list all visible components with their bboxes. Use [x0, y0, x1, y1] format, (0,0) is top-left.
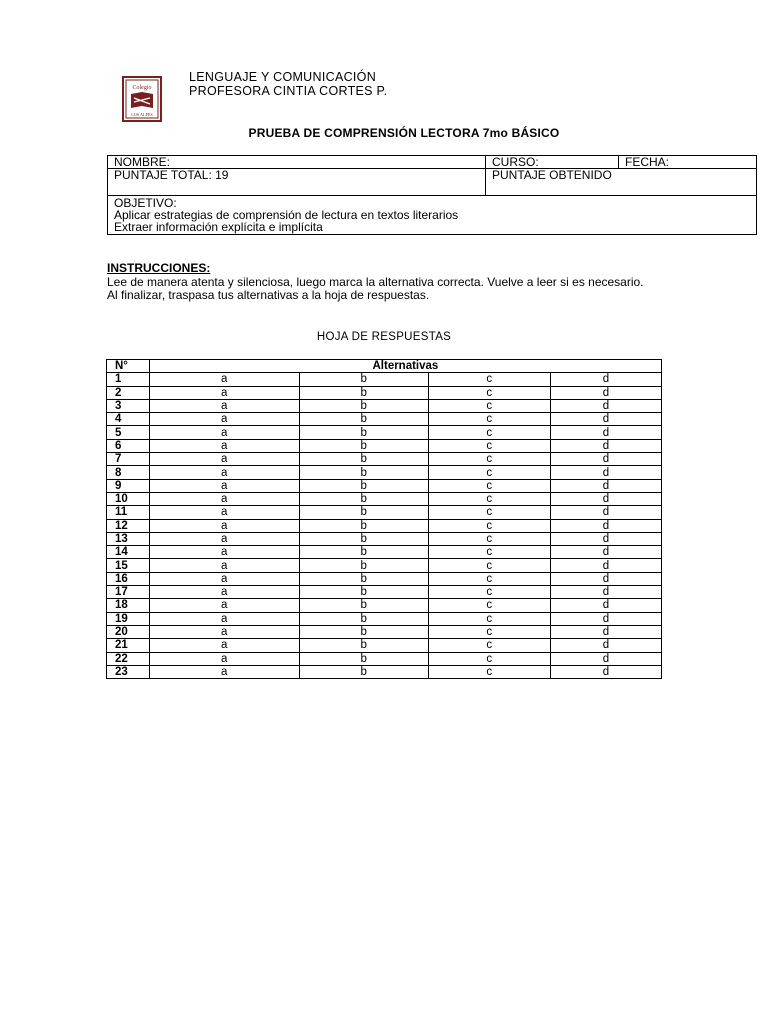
option-c-cell[interactable]: c	[428, 559, 550, 572]
answer-row	[107, 612, 662, 625]
question-number: 8	[107, 466, 150, 479]
question-number: 7	[107, 453, 150, 466]
option-c-cell[interactable]: c	[428, 665, 550, 678]
option-b-cell[interactable]: b	[299, 373, 428, 386]
option-b-cell[interactable]: b	[299, 439, 428, 452]
question-number: 6	[107, 439, 150, 452]
question-number: 21	[107, 639, 150, 652]
question-number: 3	[107, 399, 150, 412]
option-a-cell[interactable]: a	[149, 426, 299, 439]
option-c-cell[interactable]: c	[428, 453, 550, 466]
student-info-table	[107, 155, 757, 235]
nombre-field[interactable]: NOMBRE:	[108, 156, 486, 169]
answer-row	[107, 599, 662, 612]
option-c-cell[interactable]: c	[428, 426, 550, 439]
option-d-cell[interactable]: d	[550, 386, 661, 399]
option-a-cell[interactable]: a	[149, 625, 299, 638]
option-a-cell[interactable]: a	[149, 599, 299, 612]
option-a-cell[interactable]: a	[149, 572, 299, 585]
option-a-cell[interactable]: a	[149, 453, 299, 466]
option-d-cell[interactable]: d	[550, 665, 661, 678]
option-a-cell[interactable]: a	[149, 612, 299, 625]
number-column-header: N°	[107, 360, 150, 373]
answer-row	[107, 492, 662, 505]
answer-row	[107, 453, 662, 466]
option-c-cell[interactable]: c	[428, 612, 550, 625]
option-c-cell[interactable]: c	[428, 479, 550, 492]
option-c-cell[interactable]: c	[428, 532, 550, 545]
answer-row	[107, 665, 662, 678]
answer-row	[107, 413, 662, 426]
page-title: PRUEBA DE COMPRENSIÓN LECTORA 7mo BÁSICO	[248, 126, 560, 140]
option-c-cell[interactable]: c	[428, 639, 550, 652]
option-c-cell[interactable]: c	[428, 439, 550, 452]
svg-text:Colegio: Colegio	[132, 85, 152, 91]
option-b-cell[interactable]: b	[299, 612, 428, 625]
puntaje-obtenido-field[interactable]: PUNTAJE OBTENIDO	[486, 169, 757, 196]
option-c-cell[interactable]: c	[428, 413, 550, 426]
option-b-cell[interactable]: b	[299, 426, 428, 439]
instructions-line-1: Lee de manera atenta y silenciosa, luego marca la alternativa correcta. Vuelve a leer si es necesario.	[107, 274, 644, 289]
answer-row	[107, 399, 662, 412]
option-d-cell[interactable]: d	[550, 479, 661, 492]
answer-row	[107, 572, 662, 585]
option-c-cell[interactable]: c	[428, 373, 550, 386]
subject-label: LENGUAJE Y COMUNICACIÓN	[189, 70, 377, 84]
question-number: 17	[107, 586, 150, 599]
option-a-cell[interactable]: a	[149, 546, 299, 559]
answer-row	[107, 652, 662, 665]
option-a-cell[interactable]: a	[149, 413, 299, 426]
question-number: 23	[107, 665, 150, 678]
question-number: 2	[107, 386, 150, 399]
school-logo	[122, 76, 162, 122]
option-b-cell[interactable]: b	[299, 599, 428, 612]
fecha-field[interactable]: FECHA:	[619, 156, 757, 169]
option-a-cell[interactable]: a	[149, 652, 299, 665]
answer-sheet-title: HOJA DE RESPUESTAS	[316, 331, 452, 343]
puntaje-total-label: PUNTAJE TOTAL: 19	[108, 169, 486, 196]
option-d-cell[interactable]: d	[550, 532, 661, 545]
teacher-label: PROFESORA CINTIA CORTES P.	[189, 84, 388, 98]
answer-row	[107, 439, 662, 452]
answer-row	[107, 506, 662, 519]
option-d-cell[interactable]: d	[550, 652, 661, 665]
option-b-cell[interactable]: b	[299, 586, 428, 599]
option-d-cell[interactable]: d	[550, 492, 661, 505]
option-b-cell[interactable]: b	[299, 453, 428, 466]
objetivo-item-2: Extraer información explícita e implícita	[114, 220, 323, 234]
answer-row	[107, 519, 662, 532]
question-number: 1	[107, 373, 150, 386]
question-number: 15	[107, 559, 150, 572]
option-a-cell[interactable]: a	[149, 479, 299, 492]
answer-row	[107, 639, 662, 652]
answer-rows	[107, 373, 662, 679]
question-number: 19	[107, 612, 150, 625]
option-b-cell[interactable]: b	[299, 519, 428, 532]
answer-row	[107, 373, 662, 386]
option-a-cell[interactable]: a	[149, 586, 299, 599]
instructions-line-2: Al finalizar, traspasa tus alternativas a la hoja de respuestas.	[107, 288, 430, 302]
objetivo-label: OBJETIVO:	[114, 196, 177, 210]
option-d-cell[interactable]: d	[550, 586, 661, 599]
option-c-cell[interactable]: c	[428, 599, 550, 612]
option-b-cell[interactable]: b	[299, 572, 428, 585]
option-b-cell[interactable]: b	[299, 665, 428, 678]
svg-text:LOS ALPES: LOS ALPES	[131, 112, 153, 117]
option-b-cell[interactable]: b	[299, 492, 428, 505]
option-d-cell[interactable]: d	[550, 466, 661, 479]
question-number: 9	[107, 479, 150, 492]
option-b-cell[interactable]: b	[299, 652, 428, 665]
answer-row	[107, 546, 662, 559]
answer-row	[107, 532, 662, 545]
option-a-cell[interactable]: a	[149, 386, 299, 399]
option-a-cell[interactable]: a	[149, 373, 299, 386]
option-a-cell[interactable]: a	[149, 639, 299, 652]
option-c-cell[interactable]: c	[428, 586, 550, 599]
question-number: 13	[107, 532, 150, 545]
alternatives-column-header: Alternativas	[149, 360, 661, 373]
option-d-cell[interactable]: d	[550, 612, 661, 625]
option-a-cell[interactable]: a	[149, 506, 299, 519]
option-d-cell[interactable]: d	[550, 453, 661, 466]
answer-row	[107, 586, 662, 599]
option-d-cell[interactable]: d	[550, 399, 661, 412]
option-d-cell[interactable]: d	[550, 599, 661, 612]
option-d-cell[interactable]: d	[550, 546, 661, 559]
option-c-cell[interactable]: c	[428, 519, 550, 532]
answer-row	[107, 466, 662, 479]
option-b-cell[interactable]: b	[299, 506, 428, 519]
option-d-cell[interactable]: d	[550, 373, 661, 386]
option-c-cell[interactable]: c	[428, 572, 550, 585]
option-d-cell[interactable]: d	[550, 439, 661, 452]
question-number: 5	[107, 426, 150, 439]
option-d-cell[interactable]: d	[550, 625, 661, 638]
curso-field[interactable]: CURSO:	[486, 156, 619, 169]
option-c-cell[interactable]: c	[428, 625, 550, 638]
option-a-cell[interactable]: a	[149, 466, 299, 479]
option-b-cell[interactable]: b	[299, 559, 428, 572]
option-a-cell[interactable]: a	[149, 492, 299, 505]
question-number: 12	[107, 519, 150, 532]
option-b-cell[interactable]: b	[299, 639, 428, 652]
option-d-cell[interactable]: d	[550, 413, 661, 426]
instructions-title: INSTRUCCIONES:	[107, 261, 211, 275]
answer-row	[107, 479, 662, 492]
option-b-cell[interactable]: b	[299, 546, 428, 559]
question-number: 10	[107, 492, 150, 505]
option-c-cell[interactable]: c	[428, 386, 550, 399]
option-c-cell[interactable]: c	[428, 506, 550, 519]
instructions-block	[107, 262, 667, 303]
answer-row	[107, 386, 662, 399]
option-c-cell[interactable]: c	[428, 399, 550, 412]
question-number: 16	[107, 572, 150, 585]
option-b-cell[interactable]: b	[299, 479, 428, 492]
option-c-cell[interactable]: c	[428, 546, 550, 559]
option-c-cell[interactable]: c	[428, 492, 550, 505]
question-number: 20	[107, 625, 150, 638]
question-number: 4	[107, 413, 150, 426]
option-b-cell[interactable]: b	[299, 413, 428, 426]
option-d-cell[interactable]: d	[550, 639, 661, 652]
option-c-cell[interactable]: c	[428, 466, 550, 479]
option-b-cell[interactable]: b	[299, 386, 428, 399]
option-d-cell[interactable]: d	[550, 559, 661, 572]
question-number: 22	[107, 652, 150, 665]
option-c-cell[interactable]: c	[428, 652, 550, 665]
objetivo-item-1: Aplicar estrategias de comprensión de lectura en textos literarios	[114, 208, 459, 222]
option-a-cell[interactable]: a	[149, 519, 299, 532]
option-a-cell[interactable]: a	[149, 399, 299, 412]
option-a-cell[interactable]: a	[149, 439, 299, 452]
option-a-cell[interactable]: a	[149, 665, 299, 678]
option-b-cell[interactable]: b	[299, 466, 428, 479]
option-b-cell[interactable]: b	[299, 625, 428, 638]
option-a-cell[interactable]: a	[149, 532, 299, 545]
option-b-cell[interactable]: b	[299, 532, 428, 545]
option-b-cell[interactable]: b	[299, 399, 428, 412]
answer-row	[107, 426, 662, 439]
answer-sheet-table	[106, 359, 662, 679]
question-number: 14	[107, 546, 150, 559]
option-d-cell[interactable]: d	[550, 519, 661, 532]
question-number: 18	[107, 599, 150, 612]
answer-row	[107, 559, 662, 572]
answer-row	[107, 625, 662, 638]
objetivo-cell	[108, 196, 757, 235]
option-d-cell[interactable]: d	[550, 426, 661, 439]
option-d-cell[interactable]: d	[550, 506, 661, 519]
question-number: 11	[107, 506, 150, 519]
option-d-cell[interactable]: d	[550, 572, 661, 585]
header-block	[189, 70, 387, 98]
option-a-cell[interactable]: a	[149, 559, 299, 572]
